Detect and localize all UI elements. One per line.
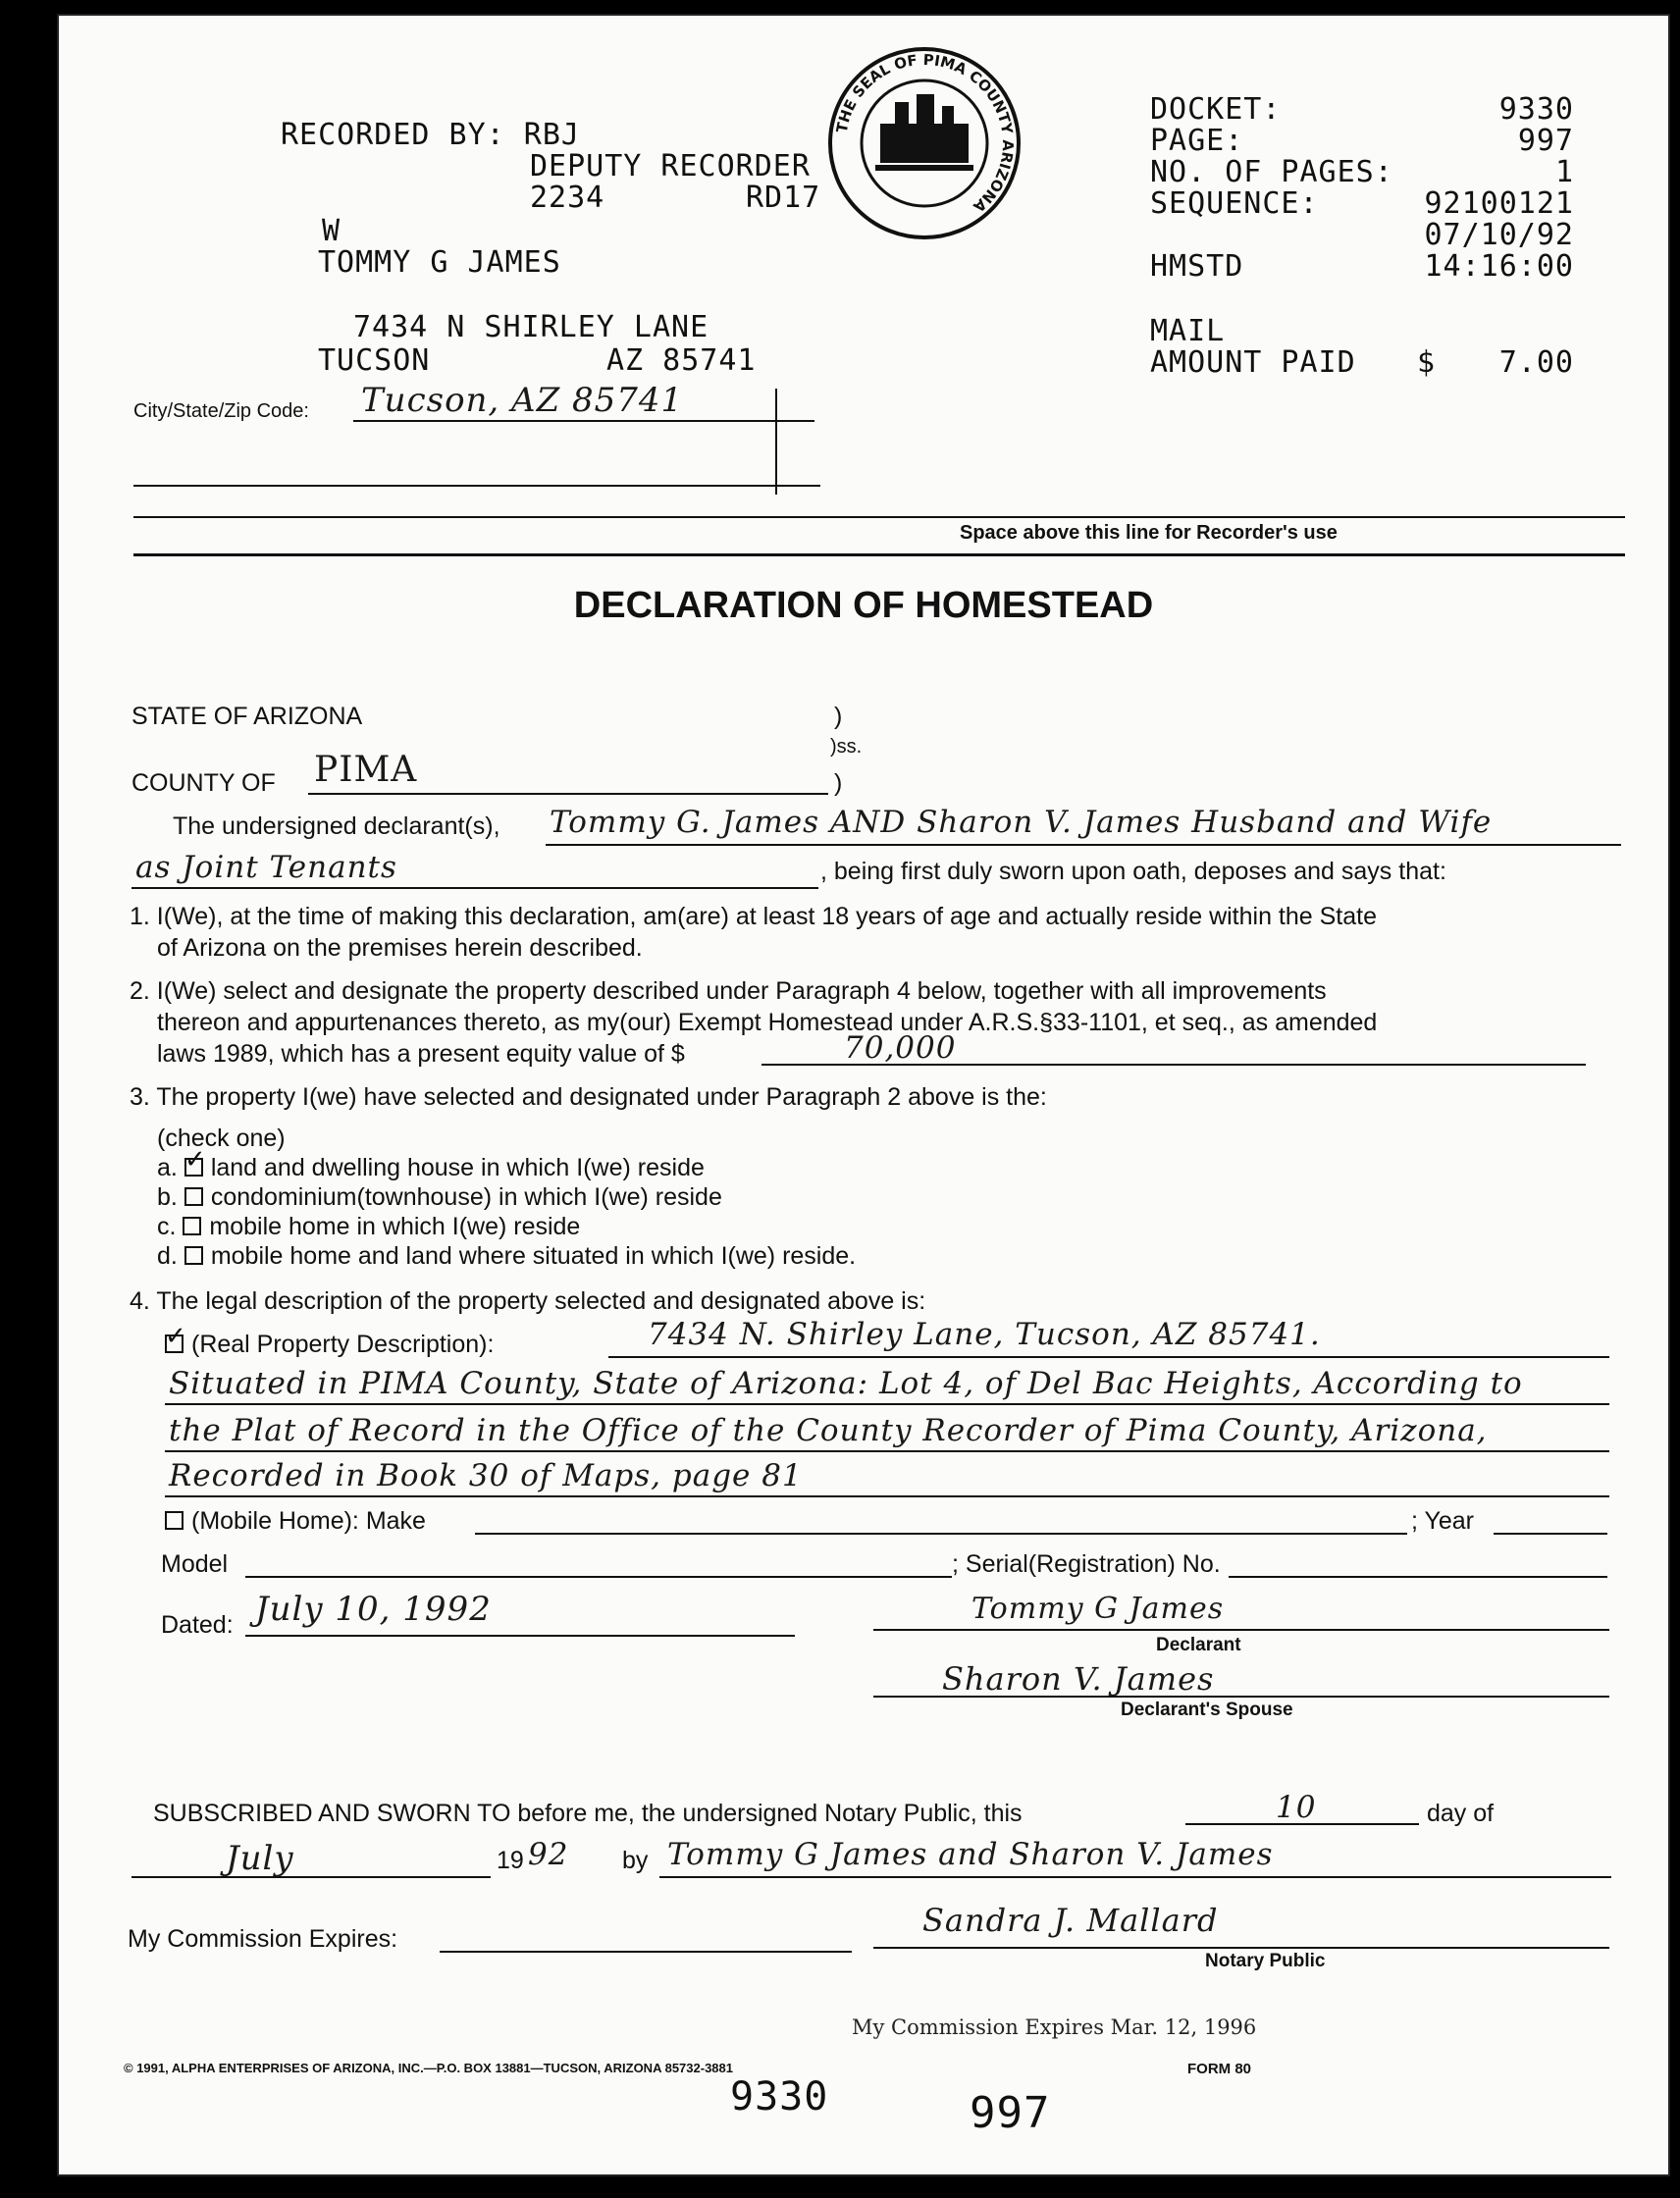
mobile-home-row[interactable] [165,1507,426,1536]
option-b-label: condominium(townhouse) in which I(we) reside [210,1183,722,1211]
county-seal [826,45,1023,241]
grantee-state-zip: AZ 85741 [606,343,757,378]
option-d[interactable] [157,1242,856,1271]
grantee-name: TOMMY G JAMES [318,245,561,280]
option-d-checkbox[interactable] [184,1246,203,1265]
state-label: STATE OF ARIZONA [131,703,363,730]
legal-desc-line4: Recorded in Book 30 of Maps, page 81 [169,1458,803,1493]
notary-line1: SUBSCRIBED AND SWORN TO before me, the undersigned Notary Public, this [153,1800,1023,1827]
make-line [475,1533,1407,1535]
declarants-label: The undersigned declarant(s), [173,812,500,840]
para1-line2: of Arizona on the premises herein described. [157,934,643,962]
recorder-lower-line [133,553,1625,556]
docket-stamp: 9330 [730,2074,829,2120]
option-c-letter: c. [157,1213,177,1240]
amount-value: 7.00 [1498,345,1574,380]
option-a-letter: a. [157,1154,178,1181]
declarant-sign-line [873,1629,1609,1631]
option-d-label: mobile home and land where situated in which I(we) reside. [210,1242,857,1270]
docket-value: 9330 [1498,92,1574,127]
venue-ss: )ss. [830,736,863,758]
spouse-signature: Sharon V. James [942,1660,1215,1698]
year-label: ; Year [1411,1507,1474,1535]
declarants-tail: , being first duly sworn upon oath, deposes and says that: [820,858,1446,885]
recorder-code-right: RD17 [746,181,821,215]
para1-line1: 1. I(We), at the time of making this declaration, am(are) at least 18 years of age and actually reside within the State [130,903,1378,930]
notary-by-line [659,1876,1611,1878]
legal-desc-line2: Situated in PIMA County, State of Arizona: Lot 4, of Del Bac Heights, According to [169,1366,1523,1401]
option-d-letter: d. [157,1242,178,1270]
hmstd-label: HMSTD [1150,249,1244,284]
notary-month-line [131,1876,491,1878]
real-property-label: (Real Property Description): [191,1331,495,1358]
para2-line2: thereon and appurtenances thereto, as my(our) Exempt Homestead under A.R.S.§33-1101, et seq., as amended [157,1009,1378,1036]
city-state-zip-label: City/State/Zip Code: [133,400,309,422]
option-a[interactable] [157,1154,705,1182]
deputy-recorder: DEPUTY RECORDER [530,149,811,183]
recorder-w: W [322,214,341,248]
option-b-checkbox[interactable] [184,1187,203,1206]
county-value: PIMA [314,750,418,790]
legal-desc-line1: 7434 N. Shirley Lane, Tucson, AZ 85741. [648,1317,1321,1352]
document-title: DECLARATION OF HOMESTEAD [573,585,1154,626]
grantee-city: TUCSON [318,343,431,378]
recorder-upper-line [133,516,1625,518]
dated-line [245,1635,795,1637]
commission-line [440,1951,852,1953]
model-label: Model [161,1550,229,1578]
notary-by-label: by [622,1847,649,1874]
notary-day-line [1185,1823,1419,1825]
notary-public-label: Notary Public [1205,1951,1326,1971]
notary-signature: Sandra J. Mallard [922,1902,1219,1939]
county-line [308,793,828,795]
notary-day-label: day of [1427,1800,1495,1827]
legal-line4 [165,1495,1609,1497]
declarants-value-line1: Tommy G. James AND Sharon V. James Husband and Wife [550,805,1493,840]
legal-line2 [165,1403,1609,1405]
page-label: PAGE: [1150,124,1244,158]
spouse-label: Declarant's Spouse [1121,1700,1293,1720]
option-c-checkbox[interactable] [183,1217,201,1235]
sequence-value: 92100121 [1424,186,1574,221]
legal-line3 [165,1450,1609,1452]
para4-line1: 4. The legal description of the property selected and designated above is: [130,1287,926,1315]
dated-label: Dated: [161,1611,234,1639]
model-line [245,1576,952,1578]
serial-line [1229,1576,1607,1578]
pages-value: 1 [1554,155,1574,189]
option-a-label: land and dwelling house in which I(we) reside [210,1154,705,1181]
option-b[interactable] [157,1183,722,1212]
option-b-letter: b. [157,1183,178,1211]
svg-text:THE SEAL OF PIMA COUNTY ARIZON: THE SEAL OF PIMA COUNTY ARIZONA [832,50,1018,216]
amount-currency: $ [1417,345,1437,380]
footer-form: FORM 80 [1187,2061,1252,2077]
check-one-label: (check one) [157,1125,286,1152]
sequence-label: SEQUENCE: [1150,186,1319,221]
real-property-checkbox[interactable] [165,1334,184,1353]
declarants-value-line2: as Joint Tenants [135,850,397,885]
notary-year-value: 92 [528,1837,569,1872]
option-c-label: mobile home in which I(we) reside [209,1213,581,1240]
mobile-home-checkbox[interactable] [165,1511,184,1530]
mobile-home-label: (Mobile Home): Make [191,1507,426,1535]
recorder-use-note: Space above this line for Recorder's use [960,522,1338,544]
pages-label: NO. OF PAGES: [1150,155,1393,189]
amount-label: AMOUNT PAID [1150,345,1356,380]
declarants-line2 [131,887,818,889]
recorded-by: RECORDED BY: RBJ [281,118,580,152]
recorder-code-left: 2234 [530,181,605,215]
commission-label: My Commission Expires: [128,1925,398,1953]
dated-value: July 10, 1992 [255,1590,492,1629]
address-box-divider [775,389,777,495]
page-value: 997 [1517,124,1574,158]
record-time: 14:16:00 [1424,249,1574,284]
declarants-line1 [546,844,1621,846]
mail-label: MAIL [1150,314,1226,348]
venue-paren-1: ) [834,703,843,730]
equity-value: 70,000 [844,1030,957,1066]
declarant-label: Declarant [1156,1635,1241,1655]
legal-desc-line3: the Plat of Record in the Office of the County Recorder of Pima County, Arizona, [169,1413,1488,1448]
notary-by-value: Tommy G James and Sharon V. James [667,1837,1274,1872]
para2-line1: 2. I(We) select and designate the property described under Paragraph 4 below, together with all improvements [130,977,1327,1005]
year-line [1494,1533,1607,1535]
footer-copyright: © 1991, ALPHA ENTERPRISES OF ARIZONA, INC.—P.O. BOX 13881—TUCSON, ARIZONA 85732-3881 [124,2061,733,2075]
county-label: COUNTY OF [131,769,276,797]
record-date: 07/10/92 [1424,218,1574,252]
commission-stamp: My Commission Expires Mar. 12, 1996 [852,2015,1257,2039]
spouse-sign-line [873,1696,1609,1698]
page-stamp: 997 [970,2088,1051,2138]
notary-month-value: July [226,1839,294,1878]
notary-day-value: 10 [1276,1790,1317,1825]
docket-label: DOCKET: [1150,92,1282,127]
para3-line1: 3. The property I(we) have selected and designated under Paragraph 2 above is the: [130,1083,1047,1111]
para2-line3: laws 1989, which has a present equity value of $ [157,1040,685,1068]
city-state-zip-value: Tucson, AZ 85741 [361,381,684,420]
serial-label: ; Serial(Registration) No. [952,1550,1221,1578]
grantee-street: 7434 N SHIRLEY LANE [353,310,709,344]
city-state-zip-line [353,420,814,422]
legal-line1 [608,1356,1609,1358]
venue-paren-3: ) [834,769,843,797]
declarant-signature: Tommy G James [971,1592,1225,1626]
option-a-checkbox[interactable] [184,1158,203,1177]
real-property-row[interactable] [165,1331,494,1359]
notary-sign-line [873,1947,1609,1949]
address-blank-line [133,485,820,487]
document-sheet [57,14,1670,2176]
option-c[interactable] [157,1213,580,1241]
notary-year-prefix: 19 [497,1847,524,1874]
equity-line [761,1064,1586,1066]
